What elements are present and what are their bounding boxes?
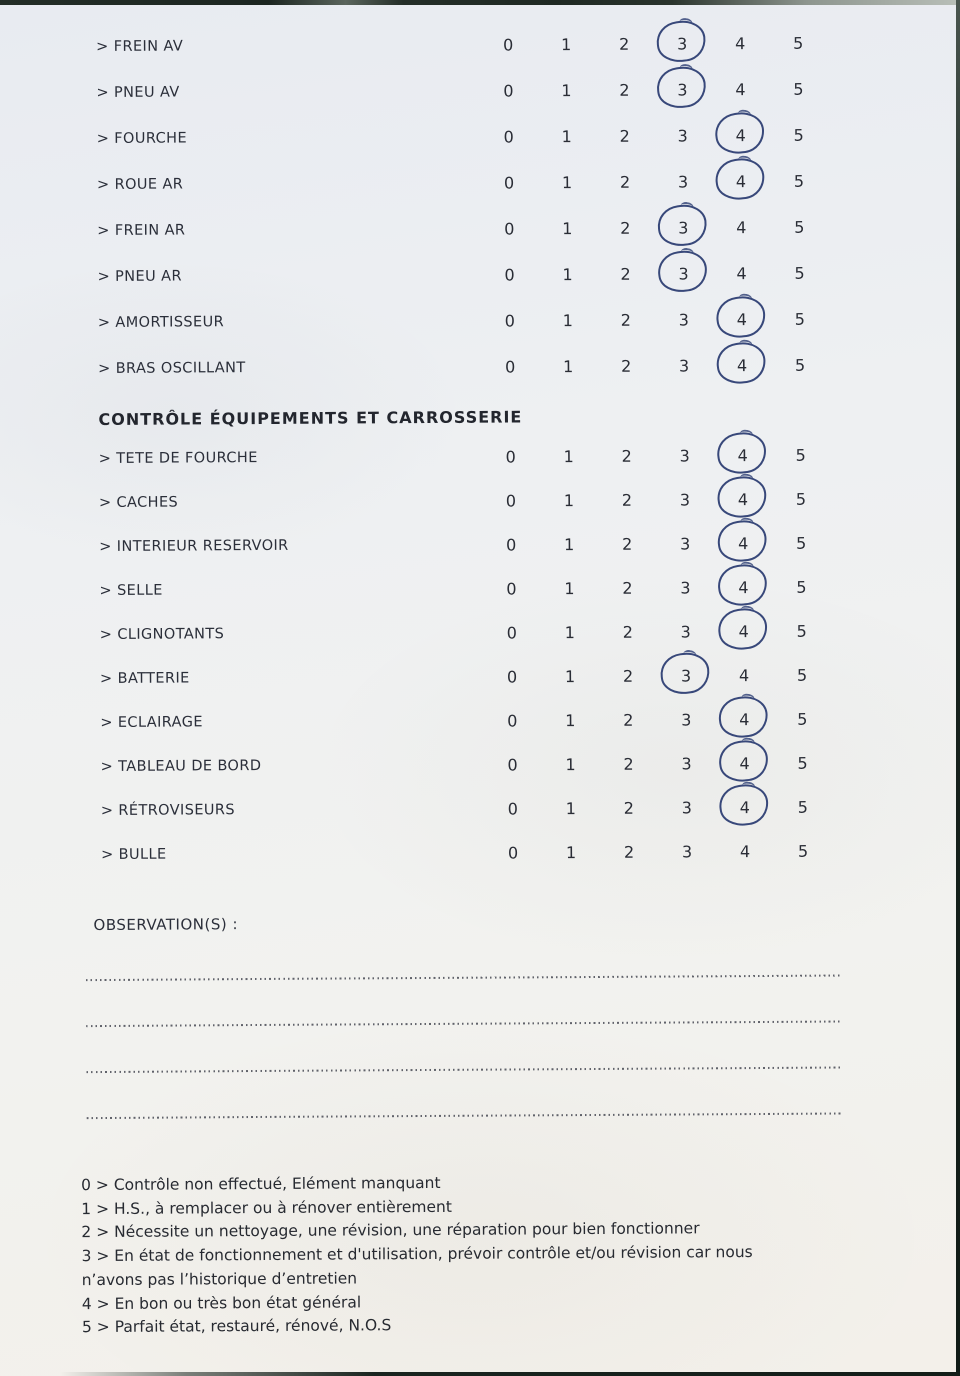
item-label: > FREIN AR xyxy=(97,222,186,239)
rating-scale xyxy=(482,565,830,611)
rating-option: 1 xyxy=(564,578,575,598)
rating-option: 4 xyxy=(734,33,746,53)
rating-option: 3 xyxy=(657,666,715,685)
rating-scale xyxy=(479,20,827,68)
ink-circle xyxy=(654,18,708,65)
rating-option: 0 xyxy=(506,578,517,599)
rating-option: 0 xyxy=(503,126,514,147)
rating-scale xyxy=(484,829,832,875)
checklist-row xyxy=(0,564,952,614)
rating-scale xyxy=(482,433,830,479)
rating-option: 3 xyxy=(681,841,693,861)
rating-option: 1 xyxy=(564,534,575,554)
ink-circle xyxy=(715,518,769,565)
item-label: > ECLAIRAGE xyxy=(100,714,203,731)
rating-option: 0 xyxy=(504,264,515,285)
checklist-section xyxy=(0,19,950,393)
rating-scale xyxy=(481,342,829,390)
item-label: > CACHES xyxy=(98,494,179,511)
rating-option: 0 xyxy=(505,446,516,467)
rating-option: 5 xyxy=(794,263,805,283)
rating-option: 2 xyxy=(622,622,633,642)
ink-circle xyxy=(655,202,709,249)
rating-option: 0 xyxy=(507,710,518,731)
rating-scale xyxy=(483,741,831,787)
ink-circle xyxy=(714,340,768,387)
ink-circle xyxy=(716,562,770,609)
rating-option: 2 xyxy=(620,356,632,376)
rating-option: 1 xyxy=(561,172,573,192)
legend-line: n’avons pas l’historique d’entretien xyxy=(81,1269,358,1289)
observation-line xyxy=(86,1020,840,1027)
rating-option: 3 xyxy=(677,125,688,145)
item-label: > BULLE xyxy=(101,846,167,863)
item-label: > CLIGNOTANTS xyxy=(99,626,225,643)
rating-option: 3 xyxy=(679,489,691,509)
rating-option: 2 xyxy=(623,754,634,774)
rating-option: 2 xyxy=(622,666,634,686)
checklist-row xyxy=(0,784,953,834)
rating-option: 1 xyxy=(562,356,574,376)
rating-option: 3 xyxy=(680,533,691,553)
rating-option: 5 xyxy=(797,709,808,729)
rating-option: 4 xyxy=(714,445,772,464)
rating-option: 2 xyxy=(623,710,634,730)
item-label: > SELLE xyxy=(99,582,163,599)
item-label: > ROUE AR xyxy=(96,176,184,193)
ink-circle xyxy=(713,110,767,157)
ink-circle xyxy=(715,430,769,477)
legend-line: 0 > Contrôle non effectué, Elément manquant xyxy=(81,1173,441,1195)
rating-option: 0 xyxy=(506,534,517,555)
rating-option: 1 xyxy=(565,798,576,818)
legend-line: 5 > Parfait état, restauré, rénové, N.O.S xyxy=(81,1316,392,1337)
item-label: > TABLEAU DE BORD xyxy=(100,758,262,775)
rating-option: 0 xyxy=(503,172,515,193)
rating-option: 1 xyxy=(563,446,574,466)
rating-option: 5 xyxy=(796,621,807,641)
item-label: > FOURCHE xyxy=(96,130,188,147)
checklist-row xyxy=(0,65,949,117)
checklist-row xyxy=(0,432,951,482)
legend-line: 1 > H.S., à remplacer ou à rénover entièrement xyxy=(81,1197,452,1218)
rating-scale xyxy=(484,785,832,831)
rating-option: 4 xyxy=(735,79,746,99)
rating-scale xyxy=(482,477,830,523)
rating-option: 5 xyxy=(794,309,805,329)
rating-option: 3 xyxy=(679,445,690,465)
rating-option: 2 xyxy=(620,264,631,284)
rating-option: 1 xyxy=(563,490,575,510)
rating-option: 0 xyxy=(503,80,514,101)
rating-option: 0 xyxy=(505,490,517,511)
ink-circle xyxy=(716,606,770,653)
rating-scale xyxy=(483,697,831,743)
item-label: > BATTERIE xyxy=(99,670,190,687)
rating-option: 5 xyxy=(792,33,804,53)
ink-circle xyxy=(716,694,770,741)
checklist-row xyxy=(0,608,952,658)
rating-option: 5 xyxy=(793,171,805,191)
observation-line xyxy=(87,1112,841,1119)
rating-option: 2 xyxy=(622,578,633,598)
checklist-row xyxy=(0,476,951,526)
rating-option: 2 xyxy=(621,490,633,510)
rating-option: 2 xyxy=(619,126,630,146)
checklist-row xyxy=(0,828,953,878)
observations-label: OBSERVATION(S) : xyxy=(93,915,239,935)
rating-option: 2 xyxy=(622,534,633,554)
rating-scale xyxy=(483,609,831,655)
rating-option: 3 xyxy=(681,709,692,729)
checklist-row xyxy=(0,740,953,790)
checklist-row xyxy=(0,520,951,570)
checklist-section xyxy=(0,396,953,878)
rating-scale xyxy=(480,112,828,160)
ink-circle xyxy=(717,738,771,785)
rating-option: 4 xyxy=(714,577,772,596)
rating-option: 0 xyxy=(506,622,517,643)
item-label: > PNEU AV xyxy=(96,84,180,101)
rating-option: 0 xyxy=(504,356,516,377)
checklist-row xyxy=(0,19,948,71)
rating-option: 2 xyxy=(619,172,631,192)
rating-option: 0 xyxy=(504,218,515,239)
observation-line xyxy=(86,1066,840,1073)
item-label: > RÉTROVISEURS xyxy=(100,802,236,819)
rating-option: 3 xyxy=(653,80,711,99)
rating-option: 3 xyxy=(677,171,689,191)
item-label: > INTERIEUR RESERVOIR xyxy=(99,537,289,555)
rating-option: 3 xyxy=(678,355,690,375)
rating-option: 1 xyxy=(562,218,573,238)
rating-scale xyxy=(482,521,830,567)
rating-option: 3 xyxy=(654,218,712,237)
checklist-row xyxy=(0,249,950,301)
checklist-row xyxy=(0,295,950,347)
item-label: > PNEU AR xyxy=(97,268,182,285)
rating-option: 4 xyxy=(714,533,772,552)
checklist xyxy=(0,19,953,878)
rating-scale xyxy=(481,296,829,344)
rating-option: 1 xyxy=(565,710,576,730)
rating-option: 2 xyxy=(619,34,630,54)
rating-option: 1 xyxy=(562,310,573,330)
rating-option: 3 xyxy=(681,753,692,773)
rating-option: 2 xyxy=(623,842,635,862)
rating-option: 2 xyxy=(621,446,632,466)
observation-lines xyxy=(0,974,955,1120)
rating-option: 2 xyxy=(620,218,631,238)
rating-scale xyxy=(483,653,831,699)
ink-circle xyxy=(713,156,767,203)
rating-option: 3 xyxy=(681,797,692,817)
item-label: > FREIN AV xyxy=(96,38,184,55)
scan-edge-right xyxy=(956,0,960,1376)
ink-circle xyxy=(717,782,771,829)
checklist-row xyxy=(0,341,950,393)
rating-option: 3 xyxy=(680,621,691,641)
legend-line: 3 > En état de fonctionnement et d'utilisation, prévoir contrôle et/ou révision car nous xyxy=(81,1243,753,1266)
ink-circle xyxy=(656,248,710,295)
rating-option: 5 xyxy=(797,841,809,861)
legend-line: 2 > Nécessite un nettoyage, une révision, une réparation pour bien fonctionner xyxy=(81,1219,700,1242)
rating-option: 5 xyxy=(794,217,805,237)
rating-option: 3 xyxy=(653,34,711,53)
rating-option: 3 xyxy=(654,264,712,283)
ink-circle xyxy=(655,64,709,111)
rating-option: 5 xyxy=(797,797,808,817)
rating-option: 0 xyxy=(507,798,518,818)
legend-line: 4 > En bon ou très bon état général xyxy=(81,1292,362,1313)
item-label: > TETE DE FOURCHE xyxy=(98,450,258,467)
rating-option: 4 xyxy=(714,489,772,508)
rating-option: 4 xyxy=(713,309,771,328)
rating-option: 4 xyxy=(713,355,771,374)
rating-option: 5 xyxy=(794,355,806,375)
rating-option: 5 xyxy=(797,753,808,773)
rating-option: 4 xyxy=(739,841,751,861)
checklist-row xyxy=(0,652,952,702)
rating-option: 1 xyxy=(565,754,576,774)
checklist-row xyxy=(0,157,949,209)
rating-option: 4 xyxy=(738,665,750,685)
ink-circle xyxy=(658,650,712,697)
rating-option: 1 xyxy=(561,34,572,54)
rating-option: 4 xyxy=(712,125,770,144)
rating-option: 0 xyxy=(507,754,518,775)
rating-scale xyxy=(480,204,828,252)
rating-scale xyxy=(479,66,827,114)
rating-option: 4 xyxy=(736,217,747,237)
rating-option: 2 xyxy=(620,310,631,330)
checklist-row xyxy=(0,696,952,746)
rating-option: 4 xyxy=(715,621,773,640)
rating-scale xyxy=(480,250,828,298)
rating-option: 4 xyxy=(716,797,774,816)
rating-scale xyxy=(480,158,828,206)
rating-option: 2 xyxy=(623,798,634,818)
rating-option: 4 xyxy=(736,263,747,283)
rating-option: 1 xyxy=(564,622,575,642)
rating-option: 3 xyxy=(680,577,691,597)
rating-legend xyxy=(0,1169,956,1341)
ink-circle xyxy=(714,294,768,341)
rating-option: 1 xyxy=(564,666,576,686)
rating-option: 1 xyxy=(565,842,577,862)
rating-option: 1 xyxy=(561,80,572,100)
rating-option: 5 xyxy=(796,665,808,685)
checklist-row xyxy=(0,203,949,255)
observation-line xyxy=(86,974,840,981)
rating-option: 5 xyxy=(796,533,807,553)
rating-option: 1 xyxy=(561,126,572,146)
rating-option: 4 xyxy=(715,709,773,728)
ink-circle xyxy=(715,474,769,521)
rating-option: 4 xyxy=(715,753,773,772)
item-label: > AMORTISSEUR xyxy=(97,314,225,331)
checklist-row xyxy=(0,111,949,163)
rating-option: 3 xyxy=(678,309,689,329)
rating-option: 5 xyxy=(793,125,804,145)
section-header: CONTRÔLE ÉQUIPEMENTS ET CARROSSERIE xyxy=(98,406,523,429)
rating-option: 5 xyxy=(793,79,804,99)
item-label: > BRAS OSCILLANT xyxy=(98,360,246,377)
rating-option: 5 xyxy=(795,445,806,465)
rating-option: 2 xyxy=(619,80,630,100)
rating-option: 0 xyxy=(507,842,519,862)
rating-option: 0 xyxy=(503,34,514,55)
rating-option: 5 xyxy=(795,489,807,509)
rating-option: 1 xyxy=(562,264,573,284)
rating-option: 0 xyxy=(506,666,518,687)
rating-option: 5 xyxy=(796,577,807,597)
rating-option: 0 xyxy=(504,310,515,331)
rating-option: 4 xyxy=(712,171,770,190)
